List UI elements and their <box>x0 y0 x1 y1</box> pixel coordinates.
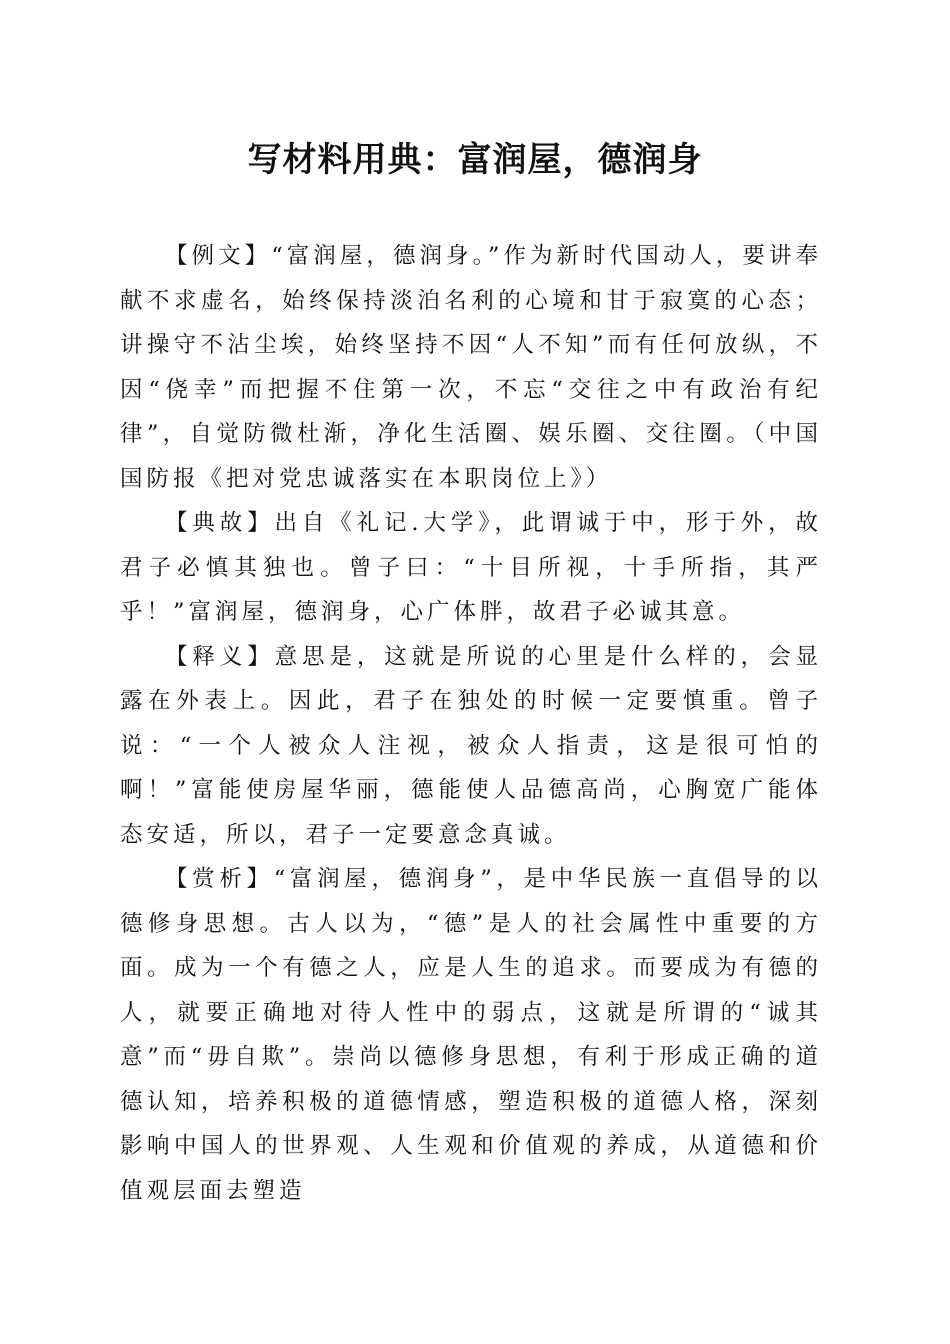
paragraph-allusion: 【典故】出自《礼记.大学》，此谓诚于中，形于外，故君子必慎其独也。曾子曰：“十目所视，十手所指，其严乎！”富润屋，德润身，心广体胖，故君子必诚其意。 <box>120 510 822 625</box>
paragraph-example: 【例文】“富润屋，德润身。”作为新时代国动人，要讲奉献不求虚名，始终保持淡泊名利的心境和甘于寂寞的心态；讲操守不沾尘埃，始终坚持不因“人不知”而有任何放纵，不因“侥幸”而把握不住第一次，不忘“交往之中有政治有纪律”，自觉防微杜渐，净化生活圈、娱乐圈、交往圈。（中国国防报《把对党忠诚落实在本职岗位上》） <box>120 243 822 492</box>
document-body <box>120 234 822 1213</box>
paragraph-appreciation: 【赏析】“富润屋，德润身”，是中华民族一直倡导的以德修身思想。古人以为，“德”是人的社会属性中重要的方面。成为一个有德之人，应是人生的追求。而要成为有德的人，就要正确地对待人性中的弱点，这就是所谓的“诚其意”而“毋自欺”。崇尚以德修身思想，有利于形成正确的道德认知，培养积极的道德情感，塑造积极的道德人格，深刻影响中国人的世界观、人生观和价值观的养成，从道德和价值观层面去塑造 <box>120 866 822 1204</box>
paragraph-interpretation: 【释义】意思是，这就是所说的心里是什么样的，会显露在外表上。因此，君子在独处的时候一定要慎重。曾子说：“一个人被众人注视，被众人指责，这是很可怕的啊！”富能使房屋华丽，德能使人品德高尚，心胸宽广能体态安适，所以，君子一定要意念真诚。 <box>120 643 822 848</box>
document-title: 写材料用典：富润屋，德润身 <box>247 140 703 180</box>
